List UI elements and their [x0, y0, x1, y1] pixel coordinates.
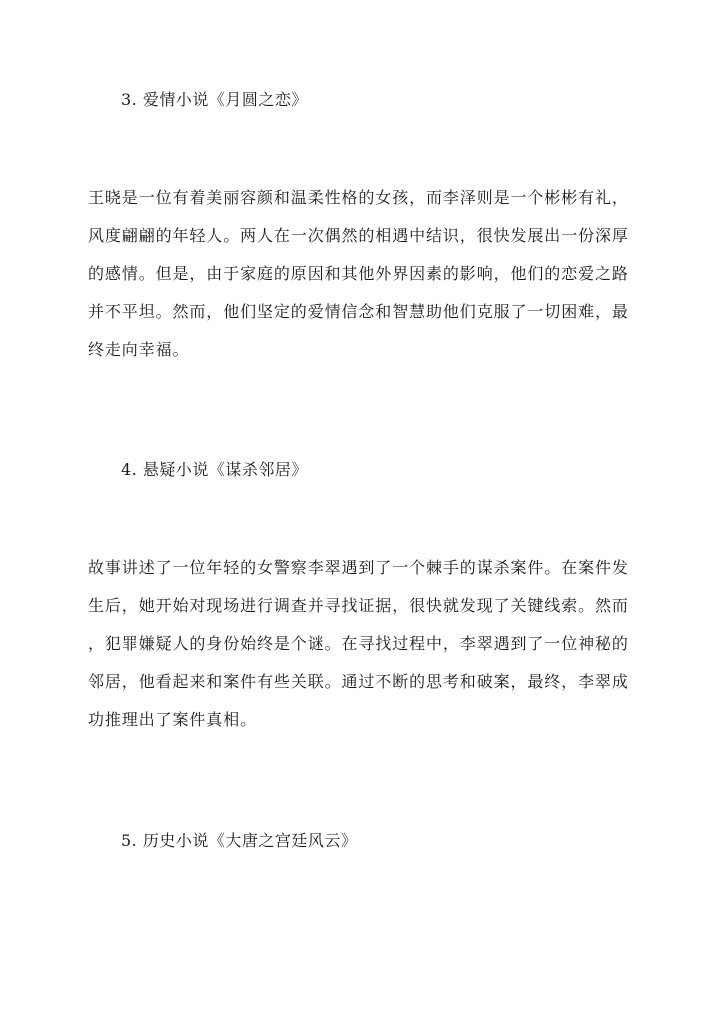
- section-heading-romance: 3. 爱情小说《月圆之恋》: [121, 90, 308, 109]
- paragraph-line: 邻居，他看起来和案件有些关联。通过不断的思考和破案，最终，李翠成: [88, 672, 629, 691]
- paragraph-line: 风度翩翩的年轻人。两人在一次偶然的相遇中结识，很快发展出一份深厚: [88, 226, 629, 245]
- paragraph-line: 的感情。但是，由于家庭的原因和其他外界因素的影响，他们的恋爱之路: [88, 264, 629, 283]
- paragraph-line: 故事讲述了一位年轻的女警察李翠遇到了一个棘手的谋杀案件。在案件发: [88, 558, 629, 577]
- paragraph-line: 功推理出了案件真相。: [88, 710, 258, 729]
- section-heading-mystery: 4. 悬疑小说《谋杀邻居》: [121, 460, 308, 479]
- paragraph-line: 终走向幸福。: [88, 340, 190, 359]
- paragraph-line: 王晓是一位有着美丽容颜和温柔性格的女孩，而李泽则是一个彬彬有礼，: [88, 188, 629, 207]
- paragraph-line: 并不平坦。然而，他们坚定的爱情信念和智慧助他们克服了一切困难，最: [88, 302, 629, 321]
- paragraph-line: ，犯罪嫌疑人的身份始终是个谜。在寻找过程中，李翠遇到了一位神秘的: [88, 634, 629, 653]
- section-heading-history: 5. 历史小说《大唐之宫廷风云》: [121, 831, 358, 850]
- paragraph-line: 生后，她开始对现场进行调查并寻找证据，很快就发现了关键线索。然而: [88, 596, 629, 615]
- paragraph-romance: [88, 179, 636, 369]
- paragraph-mystery: [88, 549, 636, 739]
